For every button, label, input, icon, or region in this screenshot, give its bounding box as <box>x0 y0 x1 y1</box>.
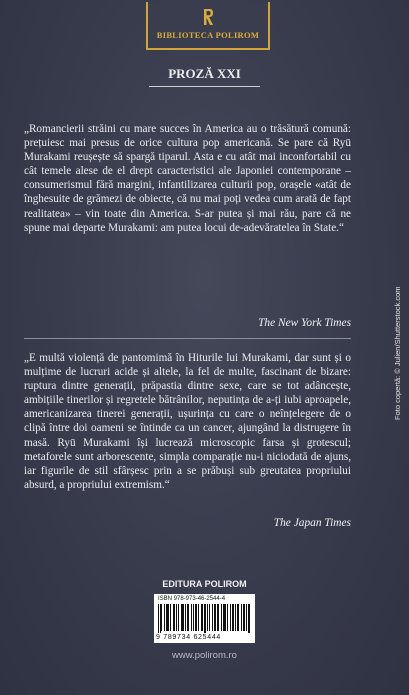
series-underline <box>149 86 260 87</box>
quote-new-york-times: „Romancierii străini cu mare succes în America au o trăsătură comună: prețuiesc mai presus de orice cultura pop americană. Se pare că Ryū Murakami reușește să spargă tiparul. Asta e cu atât mai inconfortabil cu cât temele alese de el drept caracteristici ale Japoniei contemporane – consumerismul fără margini, infantilizarea culturii pop, orașele «atât de înghesuite de grămezi de obiecte, că nu mai poți vedea cum arată de fapt realitatea» – vin toate din America. S-ar putea și mai rău, pare că ne spune mai departe Murakami: am putea locui de-adevăratelea în State.“ <box>24 123 351 234</box>
logo-text: BIBLIOTECA POLIROM <box>156 30 260 40</box>
barcode-digits: 9 789734 625444 <box>156 634 221 641</box>
series-title: PROZĂ XXI <box>168 66 241 81</box>
quote-source-japan-times: The Japan Times <box>273 517 351 529</box>
publisher-name: EDITURA POLIROM <box>162 579 247 589</box>
barcode-icon <box>158 604 251 633</box>
photo-credit: Foto copertă: © Julien/Shutterstock.com <box>393 286 402 420</box>
isbn-barcode <box>154 594 255 643</box>
isbn-number: ISBN 978-973-46-2544-4 <box>158 596 226 602</box>
publisher-logo <box>146 2 270 50</box>
publisher-website: www.polirom.ro <box>172 650 237 661</box>
polirom-logo-icon <box>202 8 214 26</box>
quote-source-new-york-times: The New York Times <box>258 317 351 329</box>
quote-divider <box>24 338 351 339</box>
quote-japan-times: „E multă violență de pantomimă în Hiturile lui Murakami, dar sunt și o mulțime de lucruri acide și altele, la fel de multe, fascinant de bizare: ruptura dintre generații, prăpastia dintre sexe, care se tot adâncește, ambițiile tinerilor și regretele bătrânilor, neputința de a-ți iubi aproapele, americanizarea tinerei generații, ușurința cu care o neînțelegere de o clipă între doi oameni se întinde ca un cancer, ajungând la distrugere în masă. Ryū Murakami își lucrează microscopic farsa și grotescul; metaforele sunt arborescente, simpla comparație nu-i niciodată de ajuns, iar figurile de stil sfârșesc prin a se prăbuși sub greutatea propriului absurd, a propriului extremism.“ <box>24 352 351 491</box>
